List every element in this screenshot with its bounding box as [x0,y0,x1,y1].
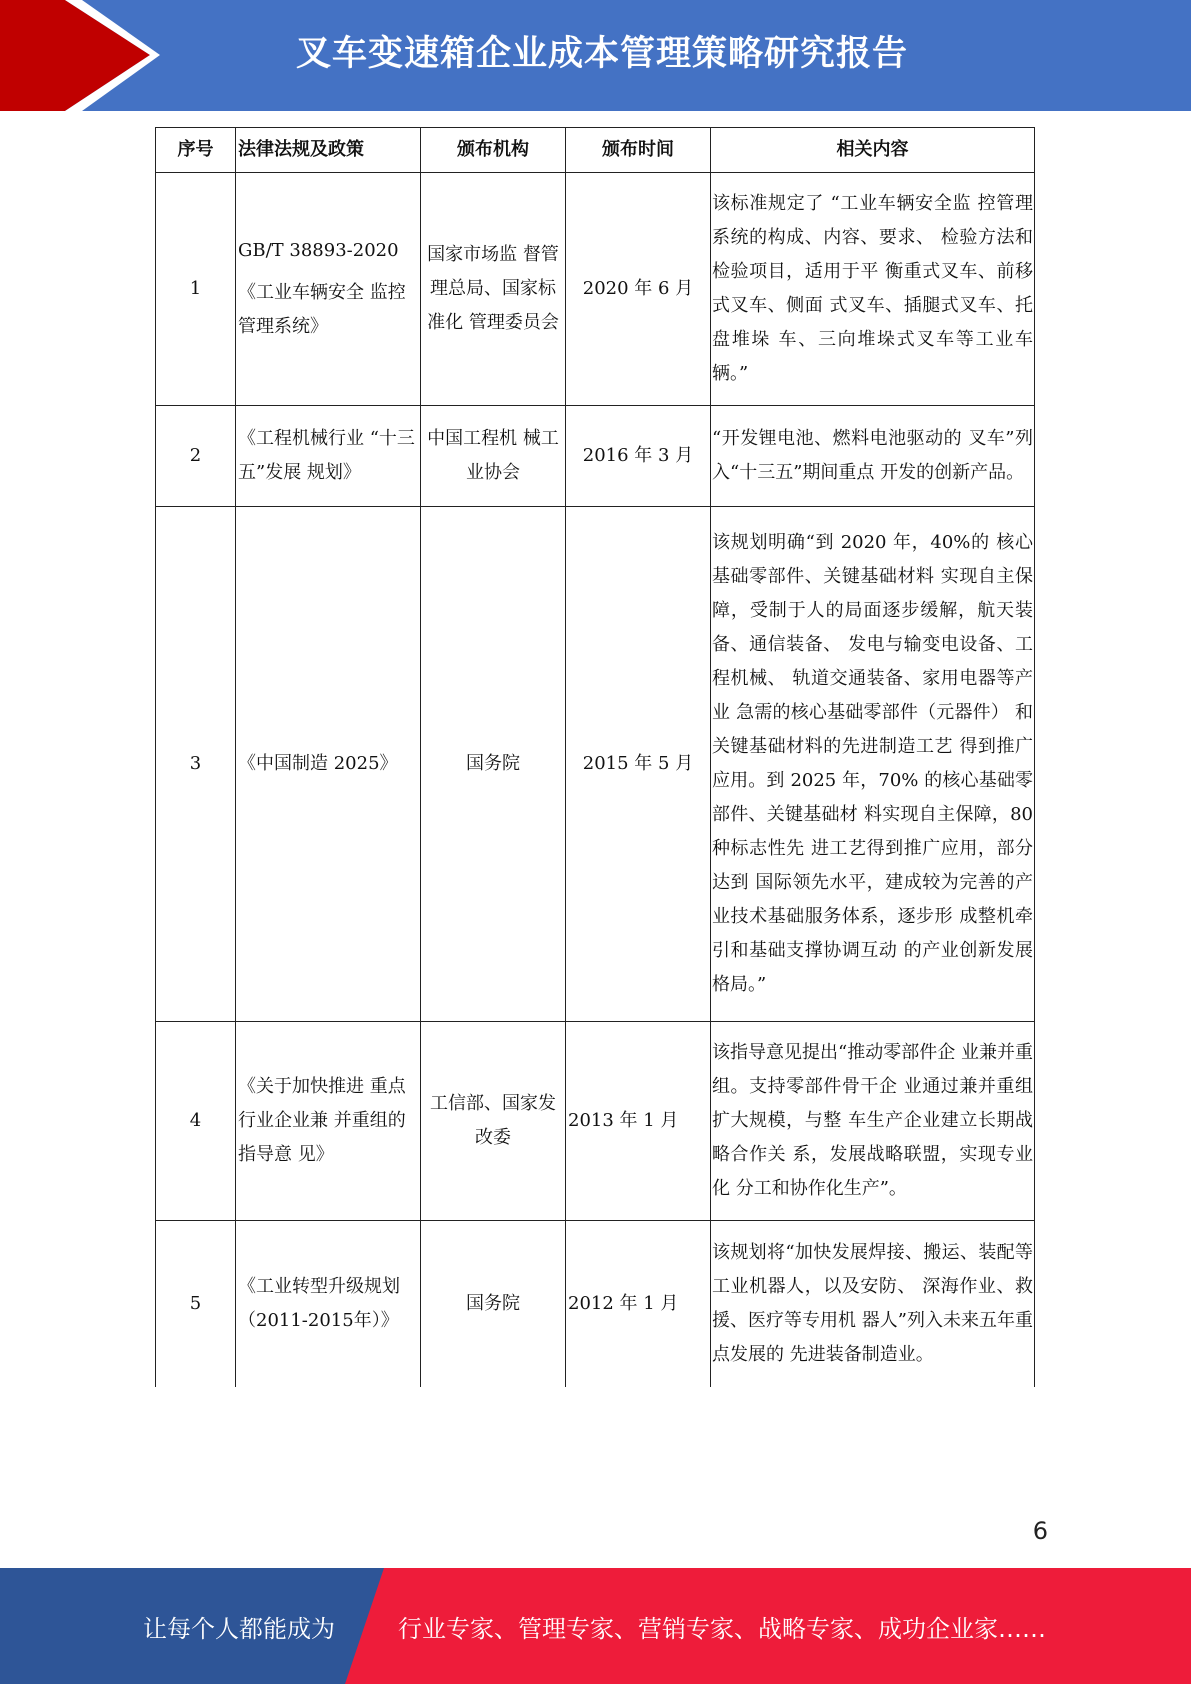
row-law-code: GB/T 38893-2020 [238,240,399,261]
row-law: 《工程机械行业 “十三五”发展 规划》 [236,406,421,507]
policy-table [155,127,1035,1387]
row-agency: 国家市场监 督管理总局、国家标准化 管理委员会 [421,173,566,406]
row-content: 该标准规定了 “工业车辆安全监 控管理系统的构成、内容、要求、 检验方法和检验项目，适用于平 衡重式叉车、前移式叉车、侧面 式叉车、插腿式叉车、托盘堆垛 车、三向堆垛式叉车等工业车 辆。” [711,173,1035,406]
header-no: 序号 [156,128,236,173]
row-content: 该规划将“加快发展焊接、搬运、装配等工业机器人，以及安防、 深海作业、救援、医疗等专用机 器人”列入未来五年重点发展的 先进装备制造业。 [711,1221,1035,1388]
row-no: 5 [156,1221,236,1388]
page-number: 6 [1032,1517,1048,1545]
row-no: 2 [156,406,236,507]
header-band [0,0,1191,111]
header-content: 相关内容 [711,128,1035,173]
footer-slogan-right: 行业专家、管理专家、营销专家、战略专家、成功企业家…… [398,1615,1046,1643]
footer-slogan-left: 让每个人都能成为 [143,1615,335,1643]
row-law: 《中国制造 2025》 [236,507,421,1022]
row-date: 2020 年 6 月 [566,173,711,406]
row-agency: 国务院 [421,507,566,1022]
table-row [156,1022,1035,1221]
row-no: 1 [156,173,236,406]
row-date: 2016 年 3 月 [566,406,711,507]
row-agency: 工信部、国家发改委 [421,1022,566,1221]
row-agency: 中国工程机 械工业协会 [421,406,566,507]
table-header-row [156,128,1035,173]
table-row [156,1221,1035,1388]
row-date: 2013 年 1 月 [566,1022,711,1221]
row-content: 该指导意见提出“推动零部件企 业兼并重组。支持零部件骨干企 业通过兼并重组扩大规模，与整 车生产企业建立长期战略合作关 系，发展战略联盟，实现专业化 分工和协作化生产”。 [711,1022,1035,1221]
row-law [236,173,421,406]
row-law: 《工业转型升级规划（2011-2015年）》 [236,1221,421,1388]
table-row [156,406,1035,507]
footer-band [0,1568,1191,1684]
row-content: 该规划明确“到 2020 年，40%的 核心基础零部件、关键基础材料 实现自主保障，受制于人的局面逐步缓解，航天装备、通信装备、 发电与输变电设备、工程机械、 轨道交通装备、家用电器等产业 急需的核心基础零部件（元器件） 和关键基础材料的先进制造工艺 得到推广应用。到 2025 年，70% 的核心基础零部件、关键基础材 料实现自主保障，80 种标志性先 进工艺得到推广应用，部分达到 国际领先水平，建成较为完善的产业技术基础服务体系，逐步形 成整机牵引和基础支撑协调互动 的产业创新发展格局。” [711,507,1035,1022]
header-law: 法律法规及政策 [236,128,421,173]
row-agency: 国务院 [421,1221,566,1388]
row-no: 3 [156,507,236,1022]
row-law: 《关于加快推进 重点行业企业兼 并重组的指导意 见》 [236,1022,421,1221]
table-row [156,173,1035,406]
header-date: 颁布时间 [566,128,711,173]
header-agency: 颁布机构 [421,128,566,173]
report-title: 叉车变速箱企业成本管理策略研究报告 [296,34,909,74]
row-law-title: 《工业车辆安全 监控管理系统》 [238,282,406,337]
row-date: 2012 年 1 月 [566,1221,711,1388]
row-content: “开发锂电池、燃料电池驱动的 叉车”列入“十三五”期间重点 开发的创新产品。 [711,406,1035,507]
row-no: 4 [156,1022,236,1221]
row-date: 2015 年 5 月 [566,507,711,1022]
table-row [156,507,1035,1022]
